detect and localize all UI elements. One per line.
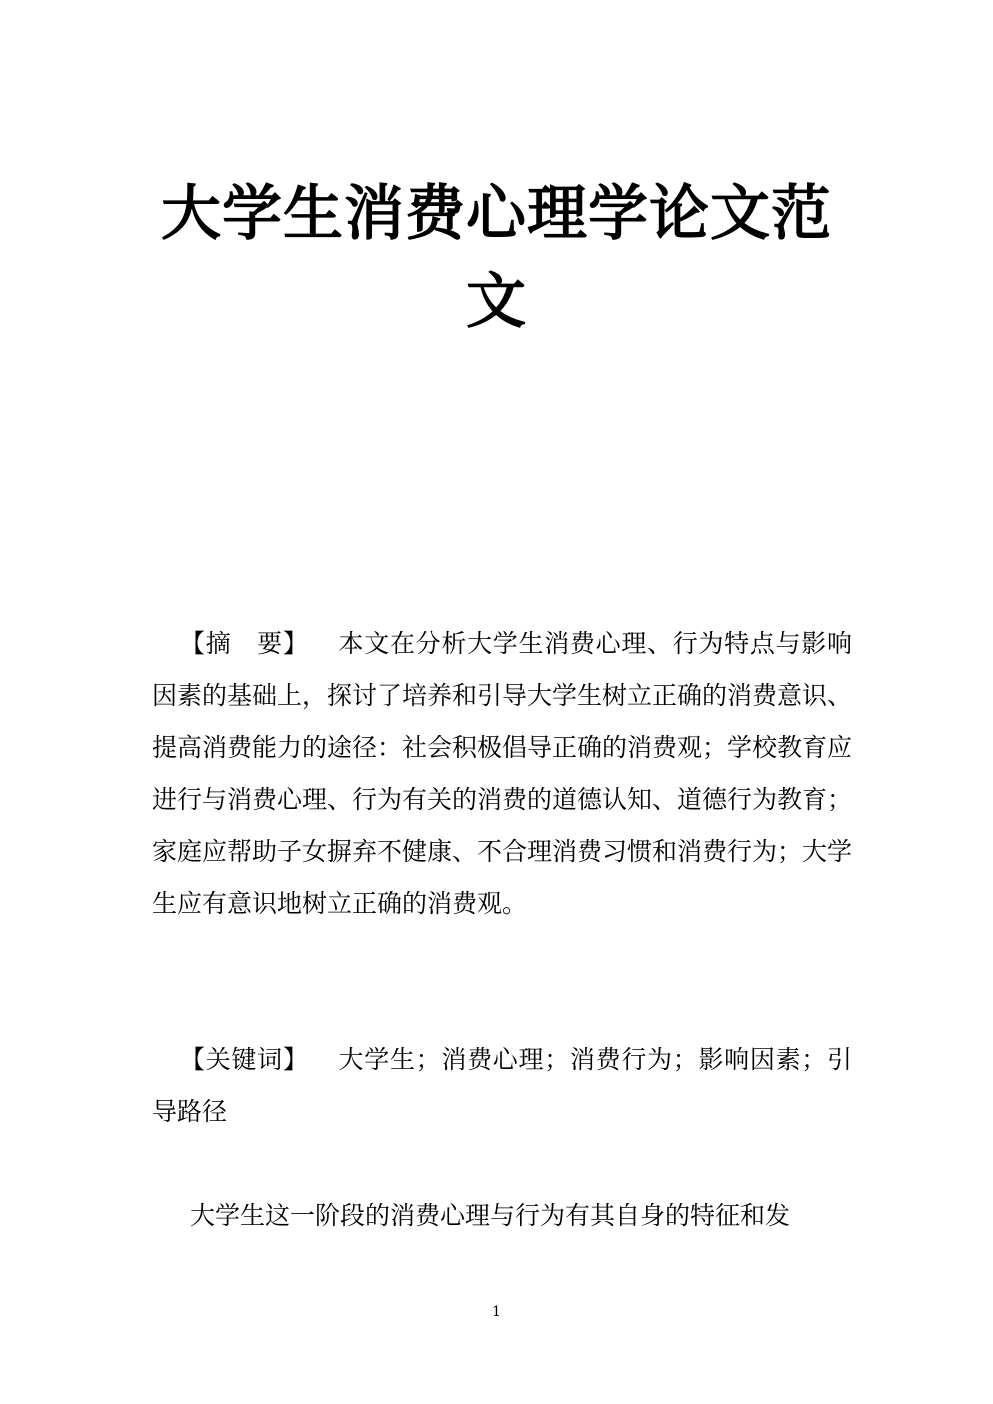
abstract-text: 本文在分析大学生消费心理、行为特点与影响因素的基础上，探讨了培养和引导大学生树立正确的消费意识、提高消费能力的途径：社会积极倡导正确的消费观；学校教育应进行与消费心理、行为有关的消费的道德认知、道德行为教育；家庭应帮助子女摒弃不健康、不合理消费习惯和消费行为；大学生应有意识地树立正确的消费观。 — [152, 629, 853, 918]
document-title: 大学生消费心理学论文范文 — [161, 179, 832, 337]
abstract-label: 【摘 要】 — [180, 629, 309, 658]
abstract-paragraph — [152, 618, 852, 930]
page-number: 1 — [492, 1304, 501, 1320]
intro-paragraph: 大学生这一阶段的消费心理与行为有其自身的特征和发 — [190, 1201, 791, 1230]
keywords-text: 大学生；消费心理；消费行为；影响因素；引导路径 — [152, 1045, 852, 1126]
keywords-label: 【关键词】 — [180, 1045, 309, 1074]
keywords-paragraph — [152, 1034, 852, 1138]
